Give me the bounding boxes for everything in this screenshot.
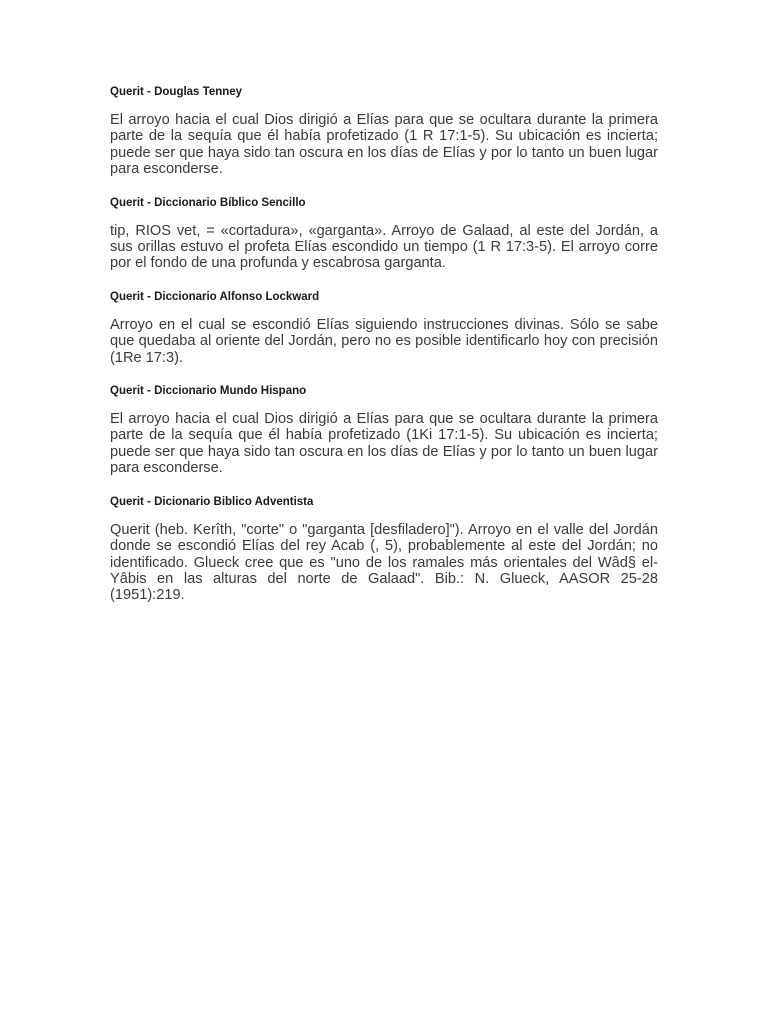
entry-heading: Querit - Douglas Tenney (110, 86, 243, 98)
entry-text: El arroyo hacia el cual Dios dirigió a Elías para que se ocultara durante la primera parte de la sequía que él había profetizado (1Ki 17:1-5). Su ubicación es incierta; puede ser que haya sido tan oscura en los días de Elías y por lo tanto un buen lugar para esconderse. (110, 411, 658, 477)
entry-text: El arroyo hacia el cual Dios dirigió a Elías para que se ocultara durante la primera parte de la sequía que él había profetizado (1 R 17:1-5). Su ubicación es incierta; puede ser que haya sido tan oscura en los días de Elías y por lo tanto un buen lugar para esconderse. (110, 112, 658, 178)
document-page (110, 84, 658, 621)
entry-heading: Querit - Dicionario Biblico Adventista (110, 495, 314, 508)
entry-diccionario-mundo-hispano (110, 383, 658, 477)
entry-heading: Querit - Diccionario Mundo Hispano (110, 385, 307, 398)
entry-diccionario-alfonso-lockward (110, 289, 658, 366)
entry-text: tip, RIOS vet, = «cortadura», «garganta». Arroyo de Galaad, al este del Jordán, a sus orillas estuvo el profeta Elías escondido un tiempo (1 R 17:3-5). El arroyo corre por el fondo de una profunda y escabrosa garganta. (110, 222, 658, 272)
entry-heading: Querit - Diccionario Alfonso Lockward (110, 290, 320, 303)
entry-douglas-tenney (110, 84, 658, 178)
entry-diccionario-biblico-sencillo (110, 195, 658, 272)
entry-text: Arroyo en el cual se escondió Elías siguiendo instrucciones divinas. Sólo se sabe que quedaba al oriente del Jordán, pero no es posible identificarlo hoy con precisión (1Re 17:3). (110, 316, 658, 366)
entry-dicionario-biblico-adventista (110, 494, 658, 604)
entry-heading: Querit - Diccionario Bíblico Sencillo (110, 196, 306, 209)
entry-text: Querit (heb. Kerîth, "corte" o "garganta [desfiladero]"). Arroyo en el valle del Jordán donde se escondió Elías del rey Acab (, 5), probablemente al este del Jordán; no identificado. Glueck cree que es "uno de los ramales más orientales del Wâd§ el-Yâbis en las alturas del norte de Galaad". Bib.: N. Glueck, AASOR 25-28 (1951):219. (110, 521, 658, 604)
